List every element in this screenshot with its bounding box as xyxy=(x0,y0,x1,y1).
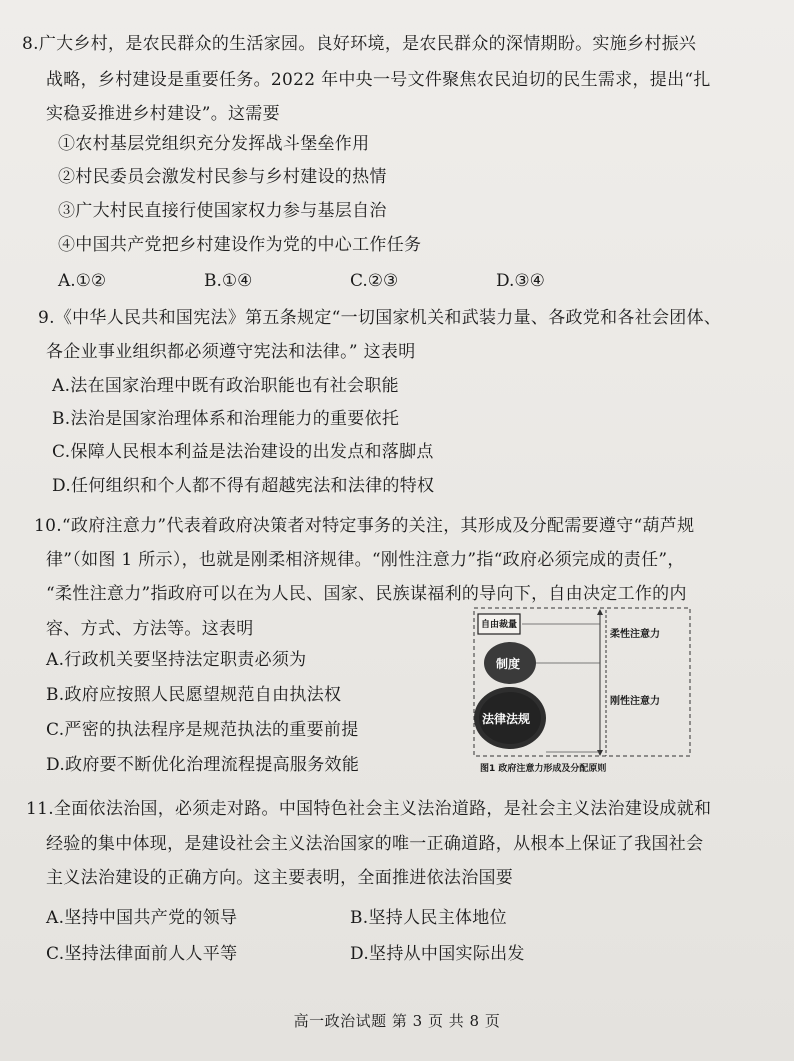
q8-item-1: ①农村基层党组织充分发挥战斗堡垒作用 xyxy=(58,134,370,154)
q10-option-b[interactable]: B.政府应按照人民愿望规范自由执法权 xyxy=(46,685,342,705)
q11-line-1: 11.全面依法治国，必须走对路。中国特色社会主义法治道路，是社会主义法治建设成就和 xyxy=(26,799,712,819)
q9-option-a[interactable]: A.法在国家治理中既有政治职能也有社会职能 xyxy=(52,376,399,396)
q8-item-3: ③广大村民直接行使国家权力参与基层自治 xyxy=(58,201,387,221)
q10-line-3: “柔性注意力”指政府可以在为人民、国家、民族谋福利的导向下，自由决定工作的内 xyxy=(46,584,687,604)
rigid-attention-label: 刚性注意力 xyxy=(610,696,660,707)
law-label: 法律法规 xyxy=(482,712,531,726)
q10-option-c[interactable]: C.严密的执法程序是规范执法的重要前提 xyxy=(46,720,359,740)
arrow-down-icon xyxy=(597,750,603,756)
system-label: 制度 xyxy=(496,657,521,671)
q11-option-c[interactable]: C.坚持法律面前人人平等 xyxy=(46,944,238,964)
q10-option-a[interactable]: A.行政机关要坚持法定职责必须为 xyxy=(46,650,307,670)
q10-line-4: 容、方式、方法等。这表明 xyxy=(46,619,254,639)
q9-option-c[interactable]: C.保障人民根本利益是法治建设的出发点和落脚点 xyxy=(52,442,434,462)
q11-line-3: 主义法治建设的正确方向。这主要表明，全面推进依法治国要 xyxy=(46,868,514,888)
arrow-up-icon xyxy=(597,609,603,615)
q8-option-d[interactable]: D.③④ xyxy=(496,271,545,291)
q8-line-2: 战略，乡村建设是重要任务。2022 年中央一号文件聚焦农民迫切的民生需求，提出“扎 xyxy=(46,70,711,90)
q8-line-1: 8.广大乡村，是农民群众的生活家园。良好环境，是农民群众的深情期盼。实施乡村振兴 xyxy=(22,34,697,54)
discretion-label: 自由裁量 xyxy=(481,620,518,630)
flexible-attention-label: 柔性注意力 xyxy=(610,629,660,640)
q8-item-4: ④中国共产党把乡村建设作为党的中心工作任务 xyxy=(58,235,422,255)
q11-option-a[interactable]: A.坚持中国共产党的领导 xyxy=(46,908,238,928)
q9-option-b[interactable]: B.法治是国家治理体系和治理能力的重要依托 xyxy=(52,409,400,429)
q8-option-c[interactable]: C.②③ xyxy=(350,271,399,291)
q11-line-2: 经验的集中体现，是建设社会主义法治国家的唯一正确道路，从根本上保证了我国社会 xyxy=(46,834,704,854)
q11-option-b[interactable]: B.坚持人民主体地位 xyxy=(350,908,507,928)
q8-option-b[interactable]: B.①④ xyxy=(204,271,253,291)
gourd-diagram xyxy=(472,606,694,780)
q11-option-d[interactable]: D.坚持从中国实际出发 xyxy=(350,944,525,964)
figure-1-diagram xyxy=(472,606,694,780)
figure-caption: 图1 政府注意力形成及分配原则 xyxy=(480,764,607,774)
q9-line-1: 9.《中华人民共和国宪法》第五条规定“一切国家机关和武装力量、各政党和各社会团体、 xyxy=(38,308,722,328)
q10-option-d[interactable]: D.政府要不断优化治理流程提高服务效能 xyxy=(46,755,360,775)
q10-line-1: 10.“政府注意力”代表着政府决策者对特定事务的关注，其形成及分配需要遵守“葫芦规 xyxy=(34,516,695,536)
q8-option-a[interactable]: A.①② xyxy=(58,271,107,291)
q8-line-3: 实稳妥推进乡村建设”。这需要 xyxy=(46,104,280,124)
page-footer: 高一政治试题 第 3 页 共 8 页 xyxy=(293,1012,501,1030)
q9-option-d[interactable]: D.任何组织和个人都不得有超越宪法和法律的特权 xyxy=(52,476,435,496)
q9-line-2: 各企业事业组织都必须遵守宪法和法律。” 这表明 xyxy=(46,342,416,362)
q10-line-2: 律”（如图 1 所示），也就是刚柔相济规律。“刚性注意力”指“政府必须完成的责任”， xyxy=(46,550,685,570)
q8-item-2: ②村民委员会激发村民参与乡村建设的热情 xyxy=(58,167,387,187)
